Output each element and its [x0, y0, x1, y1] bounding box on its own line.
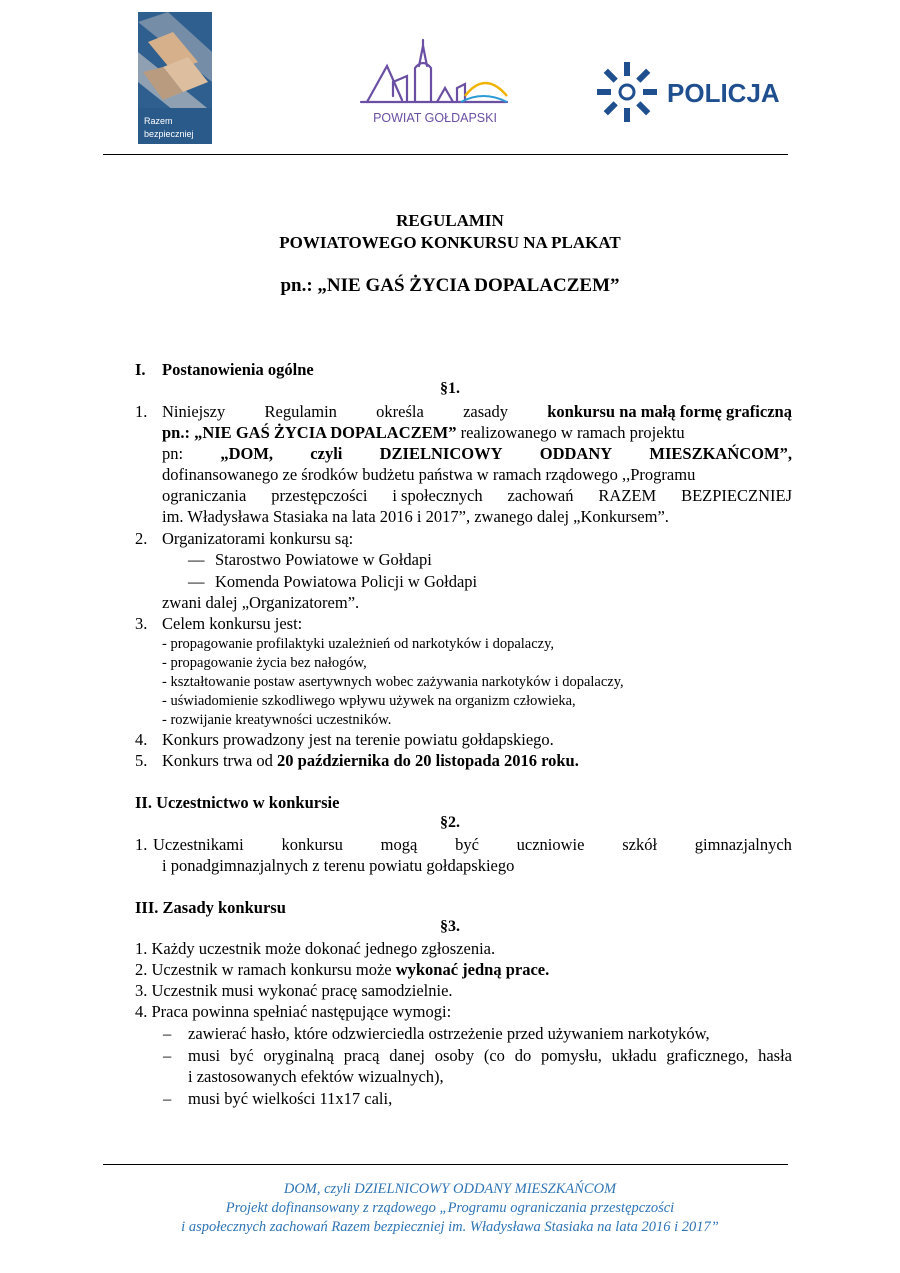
requirement-2-line2: i zastosowanych efektów wizualnych),: [188, 1067, 444, 1086]
s1-item1-line6: im. Władysława Stasiaka na lata 2016 i 2017”, zwanego dalej „Konkursem”.: [162, 507, 669, 526]
section2-paragraph: §2.: [440, 814, 460, 831]
goal-item: - propagowanie profilaktyki uzależnień od narkotyków i dopalaczy,: [162, 636, 555, 652]
s1-item4-number: 4.: [135, 730, 148, 749]
dash-bullet: —: [188, 550, 205, 569]
s1-item2-text: Organizatorami konkursu są:: [162, 529, 354, 548]
s1-item5-number: 5.: [135, 751, 148, 770]
s1-item1-line1: Niniejszy Regulamin określa zasady konkursu na małą formę graficzną: [162, 402, 792, 421]
footer-line1: DOM, czyli DZIELNICOWY ODDANY MIESZKAŃCOM: [283, 1181, 617, 1197]
razem-bezpieczniej-logo: [138, 12, 212, 144]
doc-title-line2: POWIATOWEGO KONKURSU NA PLAKAT: [279, 233, 621, 252]
svg-text:Razem: Razem: [144, 116, 173, 126]
s1-item1-line2: pn.: „NIE GAŚ ŻYCIA DOPALACZEM” realizowanego w ramach projektu: [162, 423, 685, 442]
requirement-1: zawierać hasło, które odzwierciedla ostrzeżenie przed używaniem narkotyków,: [188, 1024, 710, 1043]
doc-title-line3: pn.: „NIE GAŚ ŻYCIA DOPALACZEM”: [280, 275, 620, 296]
section3-heading: III. Zasady konkursu: [135, 898, 286, 917]
section1-heading: Postanowienia ogólne: [162, 360, 314, 379]
svg-text:bezpieczniej: bezpieczniej: [144, 129, 194, 139]
s1-item1-line4: dofinansowanego ze środków budżetu państwa w ramach rządowego ,,Programu: [162, 465, 696, 484]
s1-item4-text: Konkurs prowadzony jest na terenie powiatu gołdapskiego.: [162, 730, 554, 749]
s3-item3: 3. Uczestnik musi wykonać pracę samodzielnie.: [135, 981, 453, 1000]
footer-divider: [103, 1164, 788, 1165]
goal-item: - propagowanie życia bez nałogów,: [162, 655, 367, 671]
header-divider: [103, 154, 788, 155]
s1-item1-line3: pn: „DOM, czyli DZIELNICOWY ODDANY MIESZKAŃCOM”,: [162, 444, 792, 463]
goal-item: - uświadomienie szkodliwego wpływu używek na organizm człowieka,: [162, 693, 576, 709]
section3-paragraph: §3.: [440, 918, 460, 935]
powiat-goldapski-logo: [357, 36, 513, 131]
section2-heading: II. Uczestnictwo w konkursie: [135, 793, 340, 812]
organizer-1: Starostwo Powiatowe w Gołdapi: [215, 550, 432, 569]
s1-item1-line5: ograniczania przestępczości i społecznych zachowań RAZEM BEZPIECZNIEJ: [162, 486, 792, 505]
s2-item1-line2: i ponadgimnazjalnych z terenu powiatu gołdapskiego: [162, 856, 515, 875]
goal-item: - kształtowanie postaw asertywnych wobec zażywania narkotyków i dopalaczy,: [162, 674, 624, 690]
organizer-2: Komenda Powiatowa Policji w Gołdapi: [215, 572, 478, 591]
goal-item: - rozwijanie kreatywności uczestników.: [162, 712, 392, 728]
s2-item1-number: 1.: [135, 835, 148, 854]
requirement-3: musi być wielkości 11x17 cali,: [188, 1089, 393, 1108]
section1-number: I.: [135, 360, 146, 379]
policja-logo: [595, 58, 781, 128]
s3-item4: 4. Praca powinna spełniać następujące wymogi:: [135, 1002, 452, 1021]
section1-paragraph: §1.: [440, 380, 460, 397]
s1-item1-number: 1.: [135, 402, 148, 421]
s1-item3-number: 3.: [135, 614, 148, 633]
s1-item2-tail: zwani dalej „Organizatorem”.: [162, 593, 360, 612]
s2-item1-line1: Uczestnikami konkursu mogą być uczniowie szkół gimnazjalnych: [153, 835, 792, 854]
s1-item2-number: 2.: [135, 529, 148, 548]
dash-bullet: –: [163, 1046, 172, 1065]
footer-line2: Projekt dofinansowany z rządowego „Programu ograniczania przestępczości: [225, 1200, 675, 1216]
doc-title-line1: REGULAMIN: [396, 211, 504, 230]
dash-bullet: —: [188, 572, 205, 591]
s1-item3-text: Celem konkursu jest:: [162, 614, 303, 633]
s3-item2: 2. Uczestnik w ramach konkursu może wykonać jedną prace.: [135, 960, 550, 979]
requirement-2-line1: musi być oryginalną pracą danej osoby (co do pomysłu, układu graficznego, hasła: [188, 1046, 792, 1065]
svg-text:POLICJA: POLICJA: [667, 78, 780, 108]
dash-bullet: –: [163, 1089, 172, 1108]
dash-bullet: –: [163, 1024, 172, 1043]
svg-text:POWIAT GOŁDAPSKI: POWIAT GOŁDAPSKI: [373, 111, 497, 125]
s3-item1: 1. Każdy uczestnik może dokonać jednego zgłoszenia.: [135, 939, 496, 958]
footer-line3: i aspołecznych zachowań Razem bezpieczniej im. Władysława Stasiaka na lata 2016 i 2017”: [181, 1219, 719, 1235]
s1-item5-text: Konkurs trwa od 20 października do 20 listopada 2016 roku.: [162, 751, 579, 770]
